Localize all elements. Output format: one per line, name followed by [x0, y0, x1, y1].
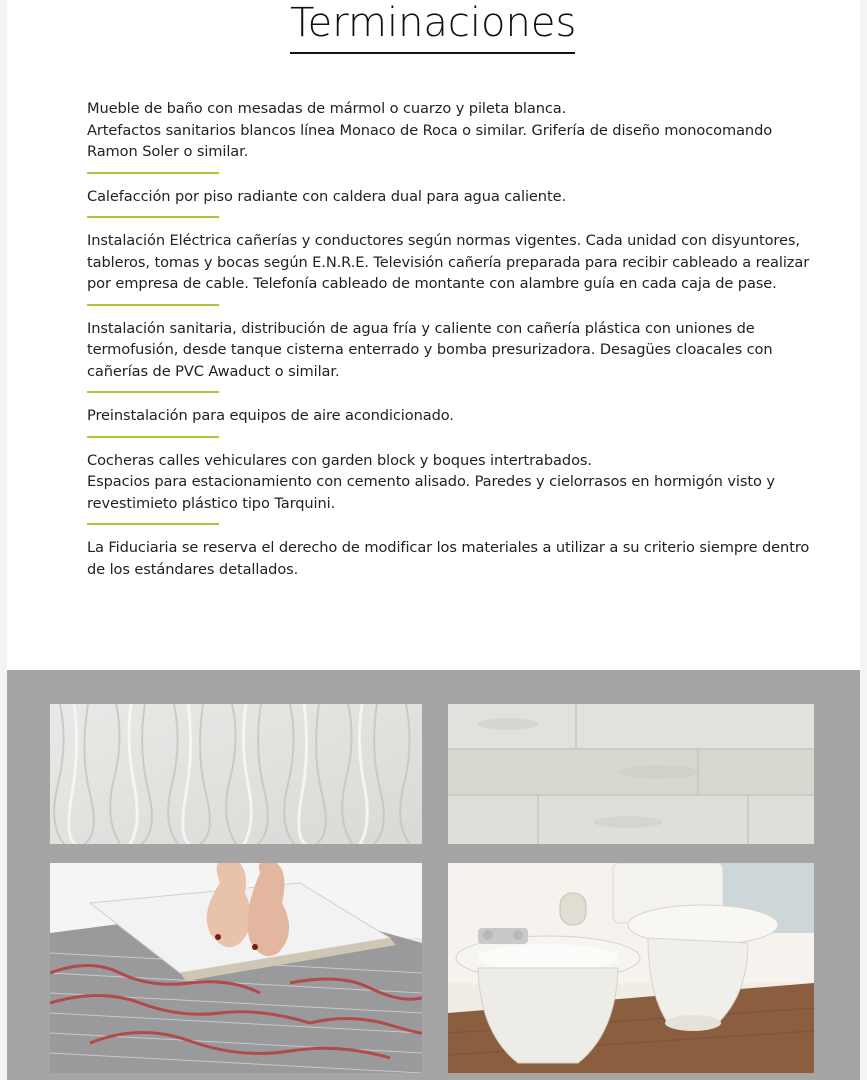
- spec-text: Mueble de baño con mesadas de mármol o cuarzo y pileta blanca.: [87, 100, 567, 117]
- spec-text: Instalación sanitaria, distribución de agua fría y caliente con cañería plástica con uniones de termofusión, desde tanque cisterna enterrado y bomba presurizadora. Desagües cloacales con cañerías de PVC Awaduct o similar.: [87, 319, 773, 380]
- spec-text: Artefactos sanitarios blancos línea Monaco de Roca o similar. Grifería de diseño monocomando Ramon Soler o similar.: [87, 121, 773, 160]
- spec-text: La Fiduciaria se reserva el derecho de modificar los materiales a utilizar a su criterio siempre dentro de los estándares detallados.: [87, 539, 810, 578]
- spec-text: Preinstalación para equipos de aire acondicionado.: [87, 407, 454, 424]
- spec-section-air-conditioning: [87, 405, 827, 427]
- spec-text: Espacios para estacionamiento con cemento alisado. Paredes y cielorrasos en hormigón visto y revestimieto plástico tipo Tarquini.: [87, 473, 775, 512]
- section-divider: [87, 172, 219, 174]
- finishes-gallery: [7, 670, 860, 1080]
- textured-plaster-wall-photo: [50, 704, 422, 844]
- spec-text: Cocheras calles vehiculares con garden block y boques intertrabados.: [87, 451, 592, 469]
- section-divider: [87, 304, 219, 306]
- spec-section-plumbing: [87, 318, 827, 383]
- title-underline: [290, 52, 575, 54]
- spec-section-heating: [87, 186, 827, 208]
- spec-text: Calefacción por piso radiante con caldera dual para agua caliente.: [87, 187, 566, 205]
- title-block: [7, 0, 860, 60]
- section-divider: [87, 391, 219, 393]
- spec-section-parking: [87, 450, 827, 515]
- radiant-floor-heating-photo: [50, 863, 422, 1073]
- spec-section-electrical: [87, 230, 827, 295]
- spec-section-disclaimer: [87, 537, 827, 580]
- spec-section-bathroom: [87, 98, 827, 163]
- exposed-concrete-wall-photo: [448, 704, 814, 844]
- page-title: Terminaciones: [290, 0, 577, 46]
- document-page: [7, 0, 860, 1080]
- section-divider: [87, 216, 219, 218]
- bathroom-fixtures-photo: [448, 863, 814, 1073]
- section-divider: [87, 523, 219, 525]
- specs-content: [87, 98, 827, 580]
- section-divider: [87, 436, 219, 438]
- spec-text: Instalación Eléctrica cañerías y conductores según normas vigentes. Cada unidad con disyuntores, tableros, tomas y bocas según E.N.R.E. Televisión cañería preparada para recibir cableado a realizar por empresa de cable. Telefonía cableado de montante con alambre guía en cada caja de pase.: [87, 232, 810, 292]
